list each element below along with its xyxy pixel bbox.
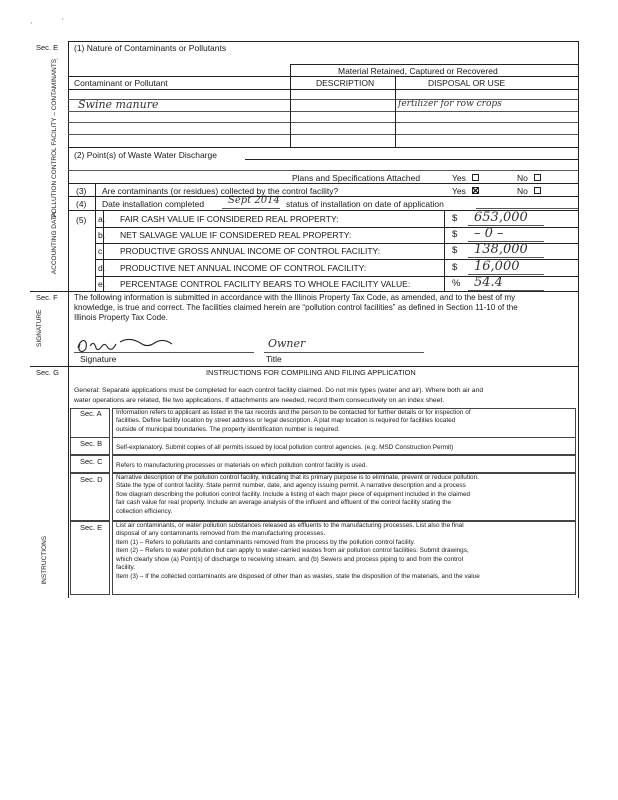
statement-line-1: The following information is submitted in accordance with the Illinois Property Tax Code, as amended, and to the best of my (74, 293, 516, 302)
item-letter: d. (98, 263, 106, 273)
scan-mark: ' (62, 16, 64, 26)
q5-number: (5) (76, 215, 87, 225)
q4-number: (4) (76, 199, 87, 209)
plans-yes-checkbox[interactable] (472, 174, 479, 181)
material-header: Material Retained, Captured or Recovered (338, 66, 498, 76)
sec-c-text: Refers to manufacturing processes or materials on which pollution control facility is used. (116, 462, 368, 469)
nature-title: (1) Nature of Contaminants or Pollutants (74, 43, 227, 53)
sec-e-bottom (30, 291, 578, 292)
general-line-1: General: Separate applications must be completed for each control facility claimed. Do not mix types (water and air). Where both air and (74, 387, 484, 394)
frame-right (578, 41, 579, 291)
sec-e-tag: Sec. E (80, 523, 103, 532)
item-value[interactable]: 653,000 (474, 210, 528, 225)
item-unit: $ (452, 229, 458, 240)
table-col-line (290, 64, 291, 147)
q4-text-b: status of installation on date of application (286, 199, 444, 209)
item-unit: $ (452, 262, 458, 273)
title-label: Title (266, 354, 282, 364)
sec-e-tag-box (70, 521, 110, 595)
sec-d-line: State the type of control facility. State permit number, date, and agency issuing permit. A narrative description and a process (116, 482, 466, 490)
plans-no-checkbox[interactable] (534, 174, 541, 181)
sec-d-line: collection efficiency. (116, 507, 173, 515)
contaminant-value[interactable]: Swine manure (78, 98, 159, 111)
sec-e-label: Sec. E (36, 43, 59, 52)
q3-no-label: No (517, 186, 528, 196)
sec-a-line: Information refers to applicant as listed in the tax records and the person to be contacted for further details or for inspection of (116, 409, 471, 416)
sec-a-line: facilities. Define facility location by street address or legal description. A plat map location is required for facilities located (116, 417, 456, 425)
row-line (68, 183, 578, 184)
disposal-value[interactable]: fertilizer for row crops (398, 99, 502, 109)
sec-e-line: which clearly show (a) Point(s) of discharge to receiving stream, and (b) Sewers and process piping to and from the control (116, 555, 464, 563)
sec-d-tag: Sec. D (80, 475, 103, 484)
sec-d-line: Narrative description of the pollution control facility, indicating that its primary purpose is to eliminate, prevent or reduce pollution. (116, 474, 479, 481)
sec-e-line: Item (2) – Refers to water pollution but can apply to water-carried wastes from air pollution control facilities. Submit drawings, (116, 547, 469, 555)
point-discharge-label: (2) Point(s) of Waste Water Discharge (74, 150, 217, 160)
q4-date-value[interactable]: Sept 2014 (228, 195, 280, 206)
q3-no-checkbox[interactable] (534, 187, 541, 194)
sec-e-line: facility. (116, 564, 136, 572)
table-line (68, 134, 578, 135)
item-text: PRODUCTIVE NET ANNUAL INCOME OF CONTROL FACILITY: (120, 263, 367, 273)
discharge-line (245, 159, 578, 160)
sec-c-tag: Sec. C (80, 457, 103, 466)
item-letter: a. (98, 214, 106, 224)
signature-label: Signature (80, 354, 117, 364)
general-line-2: water operations are related, file two applications. If attachments are needed, record them consecutively on an index sheet. (74, 397, 445, 404)
sec-d-line: flow diagram describing the pollution control facility. Include a listing of each major piece of equipment included in the claimed (116, 490, 471, 498)
sec-g-side-label: INSTRUCTIONS (40, 535, 48, 585)
row-line (68, 196, 578, 197)
item-value-line (468, 257, 544, 258)
q4-text-a: Date installation completed (102, 199, 205, 209)
sec-f-side-label: SIGNATURE (35, 309, 43, 347)
sec-f-label: Sec. F (36, 293, 58, 302)
statement-line-3: Illinois Property Tax Code. (74, 313, 168, 322)
sec-g-right (578, 366, 579, 598)
statement-line-2: knowledge, is true and correct. The facilities claimed herein are “pollution control facilities” as defined in Section 11-10 of the (74, 303, 518, 312)
sec-e-line: disposal of any contaminants removed from the manufacturing processes. (116, 530, 326, 538)
q5-col-line (95, 183, 96, 291)
table-line (290, 64, 578, 65)
item-value[interactable]: 16,000 (474, 259, 520, 274)
item-text: PRODUCTIVE GROSS ANNUAL INCOME OF CONTROL FACILITY: (120, 246, 381, 256)
table-line (68, 76, 578, 77)
q5-value-line (444, 210, 445, 291)
item-row-line (95, 276, 578, 277)
signature-line (74, 352, 254, 353)
table-line (68, 111, 578, 112)
sec-a-line: outside of municipal boundaries. The property identification number is required. (116, 425, 340, 433)
title-line (264, 352, 424, 353)
discharge-line (68, 170, 578, 171)
title-value[interactable]: Owner (268, 337, 306, 350)
item-letter: c. (98, 246, 105, 256)
sec-g-label: Sec. G (36, 368, 59, 377)
item-text: NET SALVAGE VALUE IF CONSIDERED REAL PROPERTY: (120, 230, 352, 240)
sec-f-left (68, 291, 69, 366)
check-mark-icon (472, 187, 479, 194)
item-unit: $ (452, 213, 458, 224)
item-letter: b. (98, 230, 106, 240)
item-row-line (95, 227, 578, 228)
table-col-line (395, 76, 396, 147)
q3-text: Are contaminants (or residues) collected by the control facility? (102, 186, 339, 196)
frame-top (68, 41, 578, 42)
item-unit: $ (452, 245, 458, 256)
q4-date-line (222, 208, 280, 209)
plans-no-label: No (517, 173, 528, 183)
sec-e-text (116, 522, 480, 581)
sec-e-side-label-bottom: ACCOUNTING DATA (50, 212, 58, 275)
table-line (68, 89, 578, 90)
sec-d-line: fair cash value for real property. Include an average analysis of the influent and effluent of the control facility stating the (116, 499, 452, 507)
col-contaminant: Contaminant or Pollutant (74, 78, 168, 88)
sec-b-text: Self-explanatory. Submit copies of all permits issued by local pollution control agencies. (e.g. MSD Construction Permit) (116, 444, 454, 451)
item-text: PERCENTAGE CONTROL FACILITY BEARS TO WHOLE FACILITY VALUE: (120, 279, 411, 289)
item-unit: % (452, 278, 461, 289)
table-line (68, 147, 578, 148)
sec-d-text (116, 474, 479, 516)
item-value[interactable]: – 0 – (474, 226, 504, 241)
item-value[interactable]: 138,000 (474, 242, 528, 257)
plans-label: Plans and Specifications Attached (292, 173, 421, 183)
plans-yes-label: Yes (452, 173, 466, 183)
col-description: DESCRIPTION (316, 78, 375, 88)
sec-e-line: List air contaminants, or water pollution substances released as effluents to the manufacturing processes. List also the final (116, 522, 464, 529)
item-value[interactable]: 54.4 (474, 275, 503, 290)
sec-b-tag: Sec. B (80, 439, 103, 448)
sec-f-bottom (30, 366, 578, 367)
sec-a-tag: Sec. A (80, 409, 102, 418)
frame-left (68, 41, 69, 291)
sec-a-text (116, 409, 471, 434)
col-disposal: DISPOSAL OR USE (428, 78, 506, 88)
sec-e-speck: , (56, 51, 59, 61)
sec-e-line: Item (1) – Refers to pollutants and contaminants removed from the process by the pollution control facility. (116, 538, 415, 546)
item-text: FAIR CASH VALUE IF CONSIDERED REAL PROPERTY: (120, 214, 339, 224)
q3-yes-checkbox[interactable] (472, 187, 479, 194)
sec-f-right (578, 291, 579, 366)
instructions-heading: INSTRUCTIONS FOR COMPILING AND FILING APPLICATION (206, 368, 416, 377)
sec-e-side-label-top: POLLUTION CONTROL FACILITY – CONTAMINANTS (50, 58, 58, 218)
q3-yes-label: Yes (452, 186, 466, 196)
sec-e-line: Item (3) – If the collected contaminants are disposed of other than as wastes, state the disposition of the materials, and the value (116, 572, 480, 580)
item-letter: e. (98, 279, 106, 289)
scan-mark: , (30, 15, 33, 25)
q4-status-line (476, 208, 578, 209)
table-line (68, 122, 578, 123)
sec-g-left (68, 366, 69, 598)
q3-number: (3) (76, 186, 87, 196)
